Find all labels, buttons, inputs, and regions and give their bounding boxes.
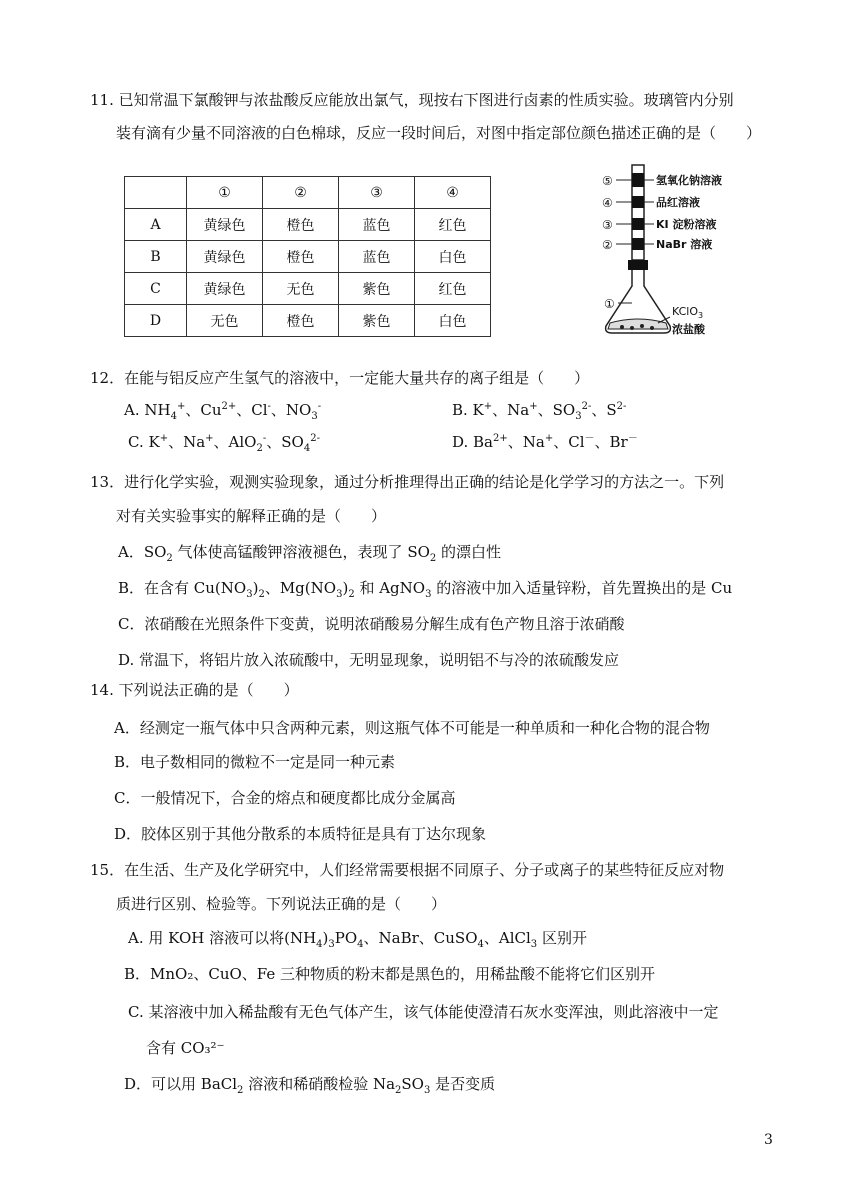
table-cell: C [125, 273, 187, 305]
label-ki-starch: KI 淀粉溶液 [656, 218, 717, 231]
q13-option-d: D. 常温下，将铝片放入浓硫酸中，无明显现象，说明铝不与冷的浓硫酸发应 [118, 651, 620, 669]
table-cell: 红色 [415, 209, 491, 241]
q12-stem: 12．在能与铝反应产生氢气的溶液中，一定能大量共存的离子组是（ ） [90, 369, 590, 387]
q11-answer-table [124, 176, 491, 337]
q12-option-a: A. $NH_4^+$、$Cu^{2+}$、Cl-、$NO_3^-$ [124, 401, 322, 422]
q15-option-a: A. 用 KOH 溶液可以将$(NH_4)_3PO_4$、NaBr、CuSO$_4$、AlCl$_3$ 区别开 [128, 929, 587, 950]
table-cell: 白色 [415, 305, 491, 337]
q14-option-d: D．胶体区别于其他分散系的本质特征是具有丁达尔现象 [114, 825, 487, 843]
table-row [125, 241, 491, 273]
label-kclo3: KClO$_3$ [672, 305, 704, 320]
q15-option-c-line2: 含有 CO₃²⁻ [146, 1039, 225, 1057]
halogen-apparatus-figure [596, 163, 786, 343]
label-pinkred: 品红溶液 [656, 196, 700, 209]
cotton-ball-3 [632, 218, 644, 230]
table-cell: ① [187, 177, 263, 209]
label-nabr: NaBr 溶液 [656, 238, 713, 251]
cotton-ball-2 [632, 238, 644, 250]
table-cell: 橙色 [263, 305, 339, 337]
table-cell: 黄绿色 [187, 241, 263, 273]
q15-stem-line1: 15．在生活、生产及化学研究中，人们经常需要根据不同原子、分子或离子的某些特征反应对物 [90, 861, 725, 879]
label-conc-hcl: 浓盐酸 [672, 323, 705, 336]
table-cell: B [125, 241, 187, 273]
table-header-row [125, 177, 491, 209]
q13-option-a: A．$SO_2$ 气体使高锰酸钾溶液褪色，表现了 $SO_2$ 的漂白性 [118, 543, 502, 564]
table-cell: 紫色 [339, 305, 415, 337]
q15-option-b: B．MnO₂、CuO、Fe 三种物质的粉末都是黑色的，用稀盐酸不能将它们区别开 [124, 965, 656, 983]
q14-stem: 14. 下列说法正确的是（ ） [90, 681, 299, 699]
table-cell: A [125, 209, 187, 241]
figure-label-1: ① [604, 297, 615, 311]
q13-option-b: B．在含有 $Cu(NO_3)_2$、$Mg(NO_3)_2$ 和 AgNO$_3$ 的溶液中加入适量锌粉，首先置换出的是 Cu [118, 579, 733, 600]
stopper [628, 260, 648, 270]
table-cell: 蓝色 [339, 209, 415, 241]
q13-stem-line1: 13．进行化学实验，观测实验现象，通过分析推理得出正确的结论是化学学习的方法之一。下列 [90, 473, 725, 491]
q13-stem-line2: 对有关实验事实的解释正确的是（ ） [116, 507, 387, 525]
table-cell: 橙色 [263, 241, 339, 273]
figure-label-3: ③ [602, 218, 613, 232]
table-row [125, 273, 491, 305]
table-cell: 红色 [415, 273, 491, 305]
table-cell: 黄绿色 [187, 209, 263, 241]
q15-option-c-line1: C. 某溶液中加入稀盐酸有无色气体产生，该气体能使澄清石灰水变浑浊，则此溶液中一定 [128, 1003, 719, 1021]
table-cell: D [125, 305, 187, 337]
figure-label-5: ⑤ [602, 174, 613, 188]
q11-stem-line1: 11. 已知常温下氯酸钾与浓盐酸反应能放出氯气，现按右下图进行卤素的性质实验。玻璃管内分别 [90, 91, 734, 109]
label-naoh: 氢氧化钠溶液 [656, 174, 722, 187]
table-cell: 黄绿色 [187, 273, 263, 305]
table-cell: 无色 [187, 305, 263, 337]
table-cell: 橙色 [263, 209, 339, 241]
table-row [125, 305, 491, 337]
q15-stem-line2: 质进行区别、检验等。下列说法正确的是（ ） [116, 895, 447, 913]
cotton-ball-4 [632, 196, 644, 208]
q15-option-d: D．可以用 BaCl$_2$ 溶液和稀硝酸检验 $Na_2SO_3$ 是否变质 [124, 1075, 496, 1096]
q12-option-c: C. K+、Na+、AlO$_2$-、$SO_4^{2-}$ [128, 433, 320, 454]
page-number: 3 [764, 1132, 773, 1148]
cotton-ball-5 [632, 173, 644, 187]
q14-option-c: C．一般情况下，合金的熔点和硬度都比成分金属高 [114, 789, 456, 807]
q14-option-a: A．经测定一瓶气体中只含两种元素，则这瓶气体不可能是一种单质和一种化合物的混合物 [114, 719, 710, 737]
flask-liquid [608, 319, 668, 329]
table-cell: 紫色 [339, 273, 415, 305]
table-row [125, 209, 491, 241]
q11-stem-line2: 装有滴有少量不同溶液的白色棉球，反应一段时间后，对图中指定部位颜色描述正确的是（ ） [116, 124, 762, 142]
figure-label-4: ④ [602, 196, 613, 210]
table-cell: 白色 [415, 241, 491, 273]
q12-option-b: B. K+、Na+、$SO_3^{2-}$、$S^{2-}$ [452, 401, 627, 422]
q12-option-d: D. $Ba^{2+}$、Na+、Cl－、Br－ [452, 433, 638, 451]
table-cell [125, 177, 187, 209]
q14-option-b: B．电子数相同的微粒不一定是同一种元素 [114, 753, 396, 771]
table-cell: ③ [339, 177, 415, 209]
table-cell: ④ [415, 177, 491, 209]
table-cell: 无色 [263, 273, 339, 305]
table-cell: ② [263, 177, 339, 209]
q13-option-c: C．浓硝酸在光照条件下变黄，说明浓硝酸易分解生成有色产物且溶于浓硝酸 [118, 615, 625, 633]
figure-label-2: ② [602, 238, 613, 252]
table-cell: 蓝色 [339, 241, 415, 273]
